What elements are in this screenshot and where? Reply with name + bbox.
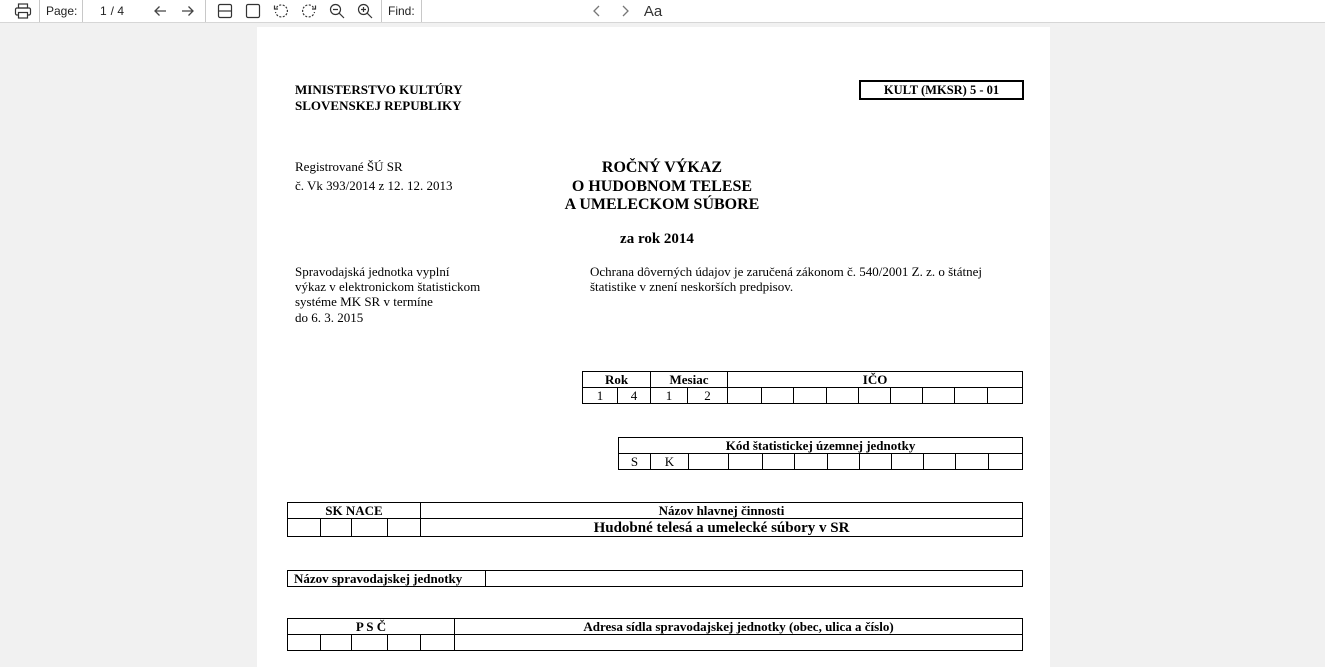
rok-header: Rok (583, 372, 651, 388)
nace-header: SK NACE (288, 503, 421, 519)
ico-digit-cell[interactable] (728, 388, 762, 404)
activity-value: Hudobné telesá a umelecké súbory v SR (421, 519, 1023, 537)
address-header: Adresa sídla spravodajskej jednotky (obec, ulica a číslo) (455, 619, 1023, 635)
instructions-line2: výkaz v elektronickom štatistickom (295, 279, 481, 294)
next-page-button[interactable] (178, 0, 198, 22)
form-code-box: KULT (MKSR) 5 - 01 (859, 80, 1024, 100)
page-label: Page: (46, 4, 78, 18)
nace-digit-cell[interactable] (352, 519, 388, 537)
rotate-counterclockwise-button[interactable] (271, 0, 291, 22)
psc-digit-cell[interactable] (388, 635, 421, 651)
territorial-code-table (618, 437, 1023, 470)
ico-digit-cell[interactable] (762, 388, 794, 404)
unit-name-label: Názov spravodajskej jednotky (288, 571, 486, 587)
territorial-code-cell[interactable] (892, 454, 924, 470)
year-title: za rok 2014 (620, 231, 694, 247)
previous-page-button[interactable] (150, 0, 170, 22)
fit-width-icon (217, 3, 233, 19)
print-button[interactable] (12, 0, 34, 22)
toolbar-separator (381, 0, 382, 22)
fit-page-icon (245, 3, 261, 19)
instructions-line3: systéme MK SR v termíne (295, 294, 433, 309)
find-next-button[interactable] (616, 0, 634, 22)
toolbar-separator (39, 0, 40, 22)
rotate-right-icon (301, 3, 317, 19)
zoom-in-icon (357, 3, 373, 19)
nace-table (287, 502, 1023, 537)
toolbar-separator (421, 0, 422, 22)
rotate-clockwise-button[interactable] (299, 0, 319, 22)
match-case-button[interactable]: Aa (643, 2, 663, 20)
territorial-code-cell[interactable] (924, 454, 956, 470)
chevron-left-icon (590, 4, 604, 18)
territorial-code-cell[interactable] (689, 454, 729, 470)
printer-icon (14, 2, 32, 20)
page-total: / 4 (110, 3, 125, 18)
territorial-code-cell[interactable] (860, 454, 892, 470)
instructions-line4: do 6. 3. 2015 (295, 310, 364, 325)
registered-line2: č. Vk 393/2014 z 12. 12. 2013 (295, 178, 453, 193)
pdf-toolbar (0, 0, 1325, 23)
territorial-code-cell[interactable] (729, 454, 763, 470)
rok-digit-cell: 4 (618, 388, 651, 404)
ico-digit-cell[interactable] (955, 388, 988, 404)
pdf-page (257, 27, 1050, 667)
address-table (287, 618, 1023, 651)
psc-header: P S Č (288, 619, 455, 635)
territorial-code-cell: K (651, 454, 689, 470)
ico-digit-cell[interactable] (891, 388, 923, 404)
nace-digit-cell[interactable] (388, 519, 421, 537)
protection-line2: štatistike v znení neskorších predpisov. (590, 279, 794, 294)
rok-digit-cell: 1 (583, 388, 618, 404)
mesiac-digit-cell: 2 (688, 388, 728, 404)
territorial-code-header: Kód štatistickej územnej jednotky (619, 438, 1023, 454)
toolbar-separator (82, 0, 83, 22)
address-field[interactable] (455, 635, 1023, 651)
find-previous-button[interactable] (588, 0, 606, 22)
activity-header: Názov hlavnej činnosti (421, 503, 1023, 519)
page-current[interactable]: 1 (99, 3, 107, 18)
ico-header: IČO (728, 372, 1023, 388)
psc-digit-cell[interactable] (352, 635, 388, 651)
mesiac-digit-cell: 1 (651, 388, 688, 404)
fit-page-button[interactable] (243, 0, 263, 22)
instructions-line1: Spravodajská jednotka vyplní (295, 264, 450, 279)
nace-digit-cell[interactable] (321, 519, 352, 537)
unit-name-table (287, 570, 1023, 587)
toolbar-separator (205, 0, 206, 22)
territorial-code-cell[interactable] (763, 454, 795, 470)
psc-digit-cell[interactable] (321, 635, 352, 651)
fit-width-button[interactable] (215, 0, 235, 22)
identification-table (582, 371, 1023, 404)
page-number-field[interactable] (84, 1, 140, 20)
chevron-right-icon (618, 4, 632, 18)
ico-digit-cell[interactable] (859, 388, 891, 404)
territorial-code-cell: S (619, 454, 651, 470)
title-line2: O HUDOBNOM TELESE (571, 178, 753, 195)
title-line3: A UMELECKOM SÚBORE (564, 196, 760, 213)
find-input[interactable] (424, 1, 574, 20)
zoom-out-icon (329, 3, 345, 19)
ico-digit-cell[interactable] (794, 388, 827, 404)
mesiac-header: Mesiac (651, 372, 728, 388)
psc-digit-cell[interactable] (421, 635, 455, 651)
territorial-code-cell[interactable] (795, 454, 828, 470)
find-label: Find: (388, 4, 415, 18)
psc-digit-cell[interactable] (288, 635, 321, 651)
ico-digit-cell[interactable] (827, 388, 859, 404)
territorial-code-cell[interactable] (828, 454, 860, 470)
territorial-code-cell[interactable] (956, 454, 989, 470)
arrow-right-icon (180, 3, 196, 19)
unit-name-field[interactable] (486, 571, 1023, 587)
arrow-left-icon (152, 3, 168, 19)
title-line1: ROČNÝ VÝKAZ (601, 159, 723, 176)
rotate-left-icon (273, 3, 289, 19)
registered-line1: Registrované ŠÚ SR (295, 159, 403, 174)
nace-digit-cell[interactable] (288, 519, 321, 537)
zoom-out-button[interactable] (327, 0, 347, 22)
territorial-code-cell[interactable] (989, 454, 1023, 470)
ico-digit-cell[interactable] (923, 388, 955, 404)
ministry-line2: SLOVENSKEJ REPUBLIKY (295, 98, 462, 113)
ico-digit-cell[interactable] (988, 388, 1023, 404)
zoom-in-button[interactable] (355, 0, 375, 22)
protection-line1: Ochrana dôverných údajov je zaručená zákonom č. 540/2001 Z. z. o štátnej (590, 264, 983, 279)
ministry-line1: MINISTERSTVO KULTÚRY (295, 82, 463, 97)
